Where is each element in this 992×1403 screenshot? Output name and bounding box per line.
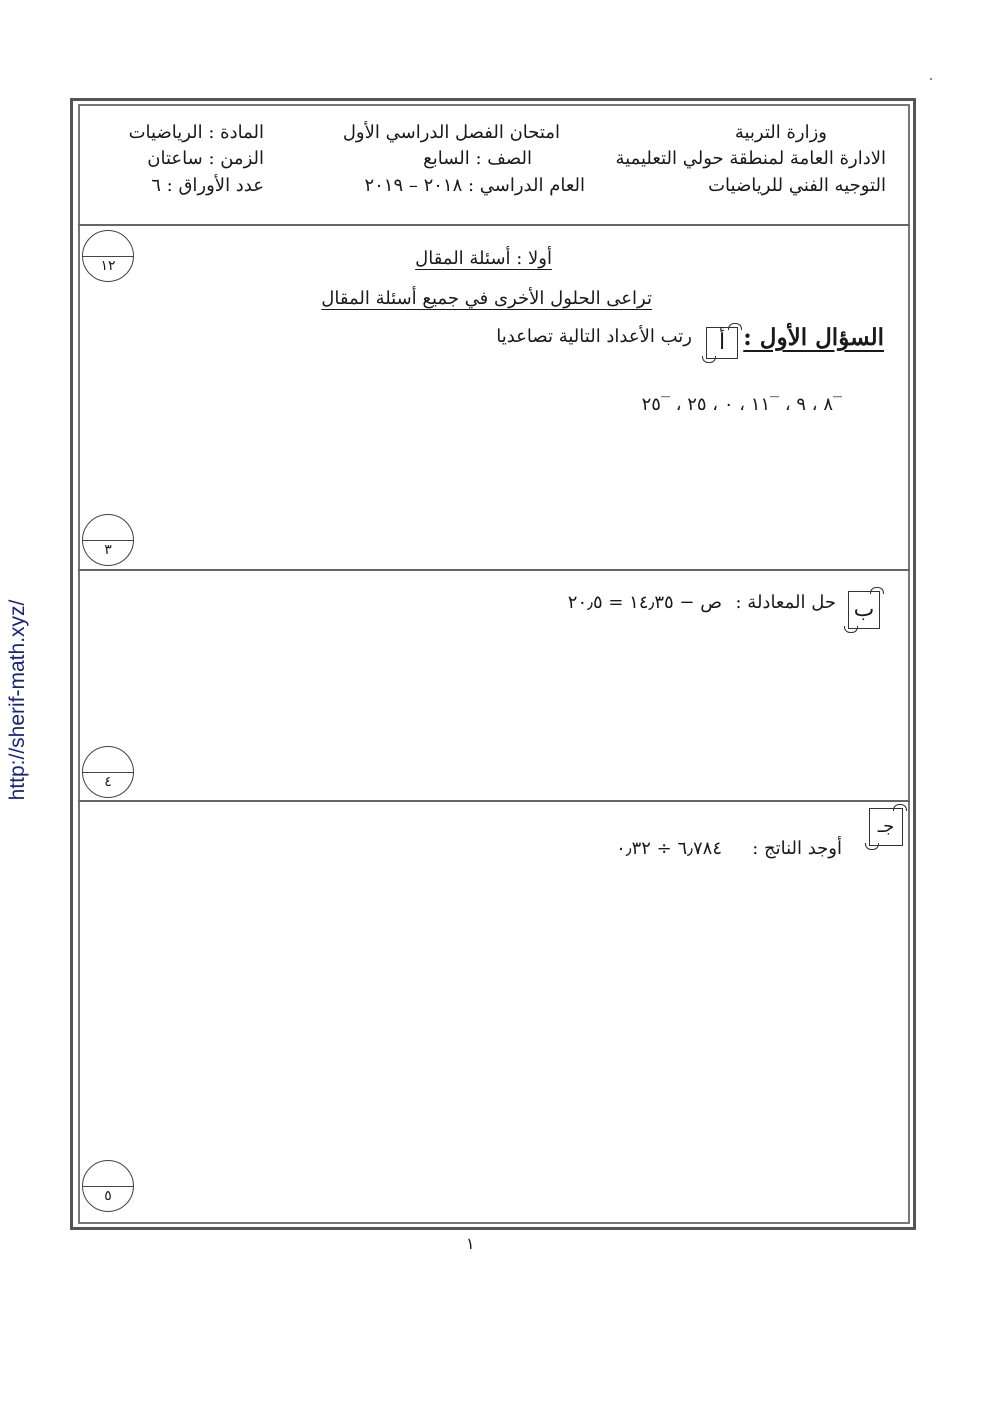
part-b-divider bbox=[78, 800, 910, 802]
subject-label: المادة : الرياضيات bbox=[128, 122, 264, 143]
page-number: ١ bbox=[466, 1234, 475, 1253]
part-a-box: أ bbox=[706, 327, 738, 359]
section-title: أولا : أسئلة المقال bbox=[415, 248, 552, 269]
part-c-expression: ٦٫٧٨٤ ÷ ٠٫٣٢ bbox=[616, 838, 722, 859]
part-a-numbers: ‾٨ ، ٩ ، ‾١١ ، ٠ ، ٢٥ ، ‾٢٥ bbox=[641, 394, 842, 415]
score-circle-part-c: ٥ bbox=[82, 1160, 134, 1212]
exam-title: امتحان الفصل الدراسي الأول bbox=[342, 122, 560, 143]
part-b-box: ب bbox=[848, 591, 880, 629]
school-year: العام الدراسي : ٢٠١٨ – ٢٠١٩ bbox=[364, 175, 585, 196]
department-name: التوجيه الفني للرياضيات bbox=[708, 175, 886, 196]
section-note: تراعى الحلول الأخرى في جميع أسئلة المقال bbox=[321, 288, 652, 309]
header-divider bbox=[78, 224, 910, 226]
speck bbox=[930, 78, 932, 80]
score-circle-part-a: ٣ bbox=[82, 514, 134, 566]
score-circle-part-b: ٤ bbox=[82, 746, 134, 798]
ministry-name: وزارة التربية bbox=[734, 122, 827, 143]
part-b-equation: ص − ١٤٫٣٥ = ٢٠٫٥ bbox=[567, 592, 722, 613]
watermark-url: http://sherif-math.xyz/ bbox=[6, 599, 29, 801]
grade-label: الصف : السابع bbox=[423, 148, 532, 169]
exam-frame-inner bbox=[78, 104, 910, 1224]
pages-count-label: عدد الأوراق : ٦ bbox=[151, 175, 264, 196]
part-c-box: جـ bbox=[869, 808, 903, 846]
duration-label: الزمن : ساعتان bbox=[147, 148, 264, 169]
directorate-name: الادارة العامة لمنطقة حولي التعليمية bbox=[615, 148, 886, 169]
score-circle-total: ١٢ bbox=[82, 230, 134, 282]
part-c-instruction: أوجد الناتج : bbox=[752, 838, 842, 859]
part-b-instruction: حل المعادلة : bbox=[735, 592, 836, 613]
part-a-instruction: رتب الأعداد التالية تصاعديا bbox=[496, 326, 692, 347]
question-1-label: السؤال الأول : bbox=[743, 324, 884, 351]
part-a-divider bbox=[78, 569, 910, 571]
